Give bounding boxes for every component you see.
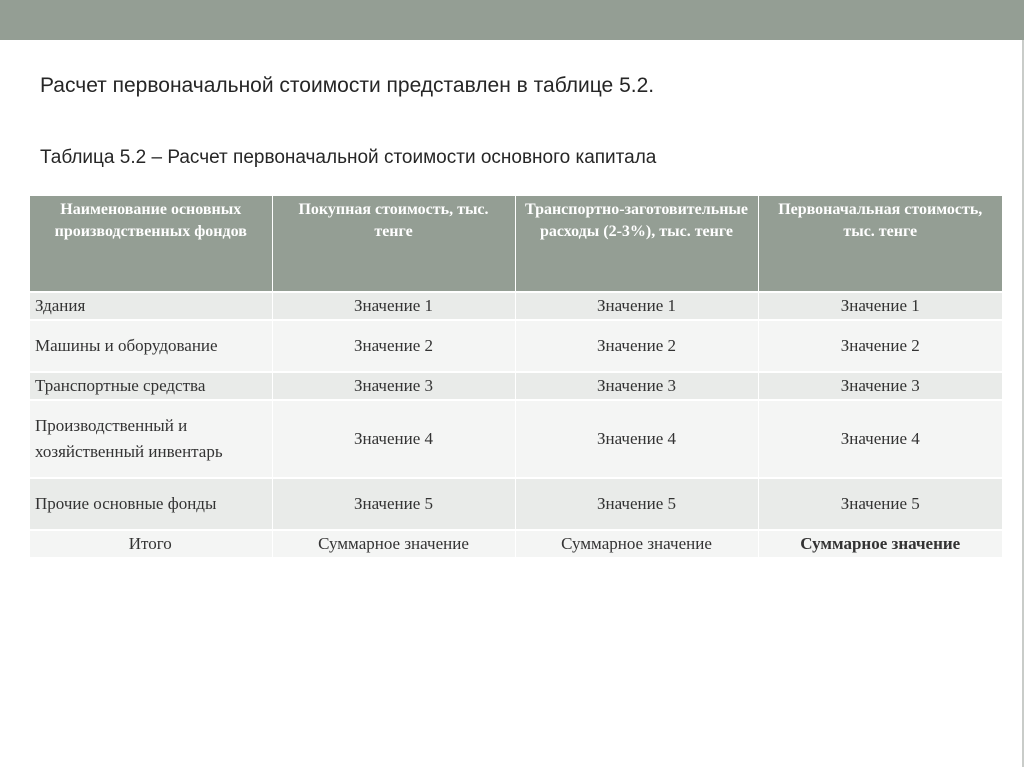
purchase-cell: Значение 3 — [272, 372, 515, 400]
initial-cell: Значение 4 — [758, 400, 1002, 478]
initial-cell: Значение 2 — [758, 320, 1002, 372]
column-header-transport: Транспортно-заготовительные расходы (2-3%), тыс. тенге — [515, 196, 758, 292]
total-transport-cell: Суммарное значение — [515, 530, 758, 557]
column-header-name: Наименование основных производственных фондов — [30, 196, 272, 292]
transport-cell: Значение 3 — [515, 372, 758, 400]
initial-cell: Значение 3 — [758, 372, 1002, 400]
slide-heading: Расчет первоначальной стоимости представлен в таблице 5.2. — [40, 74, 655, 97]
table-header-row — [30, 196, 1002, 292]
row-name-cell: Производственный и хозяйственный инвентарь — [30, 400, 272, 478]
column-header-initial: Первоначальная стоимость, тыс. тенге — [758, 196, 1002, 292]
row-name-cell: Транспортные средства — [30, 372, 272, 400]
purchase-cell: Значение 1 — [272, 292, 515, 320]
row-name-cell: Прочие основные фонды — [30, 478, 272, 530]
purchase-cell: Значение 2 — [272, 320, 515, 372]
initial-cell: Значение 5 — [758, 478, 1002, 530]
table-row — [30, 292, 1002, 320]
initial-cell: Значение 1 — [758, 292, 1002, 320]
transport-cell: Значение 5 — [515, 478, 758, 530]
fixed-assets-table — [30, 196, 1002, 557]
total-purchase-cell: Суммарное значение — [272, 530, 515, 557]
total-name-cell: Итого — [30, 530, 272, 557]
row-name-cell: Машины и оборудование — [30, 320, 272, 372]
transport-cell: Значение 4 — [515, 400, 758, 478]
column-header-purchase: Покупная стоимость, тыс. тенге — [272, 196, 515, 292]
purchase-cell: Значение 5 — [272, 478, 515, 530]
total-row — [30, 530, 1002, 557]
table-caption: Таблица 5.2 – Расчет первоначальной стоимости основного капитала — [40, 147, 657, 168]
table-row — [30, 320, 1002, 372]
transport-cell: Значение 2 — [515, 320, 758, 372]
table-row — [30, 400, 1002, 478]
total-initial-cell: Суммарное значение — [758, 530, 1002, 557]
table-row — [30, 372, 1002, 400]
purchase-cell: Значение 4 — [272, 400, 515, 478]
table-row — [30, 478, 1002, 530]
transport-cell: Значение 1 — [515, 292, 758, 320]
row-name-cell: Здания — [30, 292, 272, 320]
top-decor-bar — [0, 0, 1024, 40]
